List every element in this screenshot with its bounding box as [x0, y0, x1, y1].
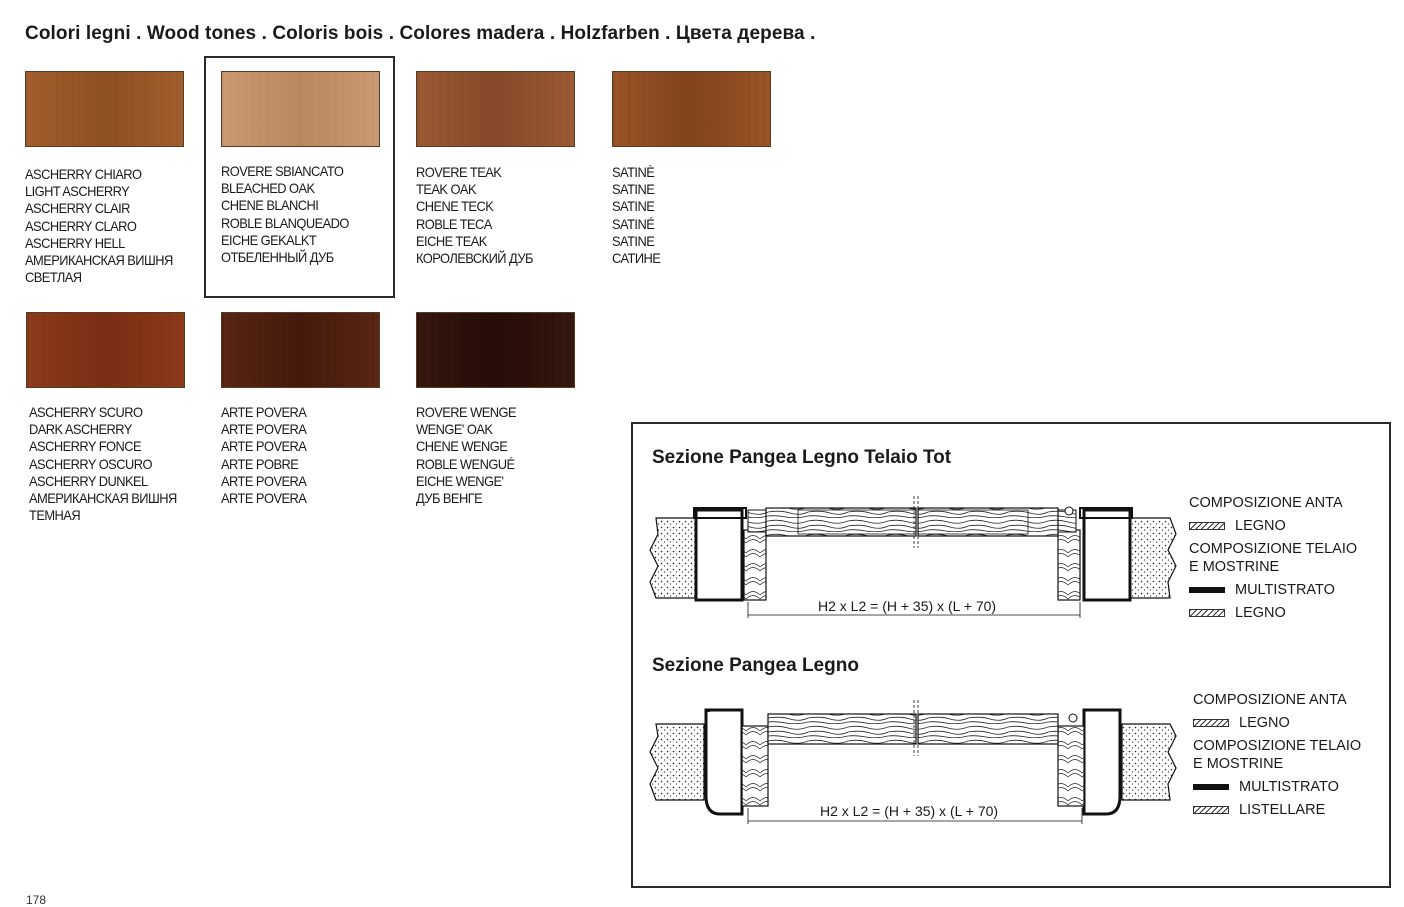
- legend-label: LEGNO: [1235, 605, 1286, 621]
- label-line: SATINE: [612, 181, 655, 198]
- label-line: EICHE TEAK: [416, 232, 487, 249]
- label-line: ARTE POBRE: [221, 455, 299, 472]
- label-line: САТИНЕ: [612, 249, 661, 266]
- label-line: ASCHERRY HELL: [25, 234, 125, 251]
- legend-label: MULTISTRATO: [1239, 779, 1339, 795]
- legend-telaio-item-2: [1193, 801, 1361, 824]
- swatch-satine[interactable]: [612, 71, 771, 147]
- label-line: КОРОЛЕВСКИЙ ДУБ: [416, 249, 533, 266]
- dimension-formula-legno: H2 x L2 = (H + 35) x (L + 70): [820, 803, 999, 819]
- swatch-ascherry-chiaro[interactable]: [25, 71, 184, 147]
- label-line: SATINE: [612, 232, 655, 249]
- label-arte-povera: [221, 404, 306, 507]
- section-title-legno: Sezione Pangea Legno: [652, 655, 859, 676]
- label-rovere-sbiancato: [221, 163, 349, 266]
- legend-anta-item: [1189, 517, 1357, 540]
- legend-anta-item: [1193, 714, 1361, 737]
- label-ascherry-chiaro: [25, 166, 173, 286]
- page-number: 178: [26, 893, 47, 907]
- label-line: ARTE POVERA: [221, 472, 307, 489]
- label-line: TEAK OAK: [416, 181, 477, 198]
- legend-telaio-heading-1: COMPOSIZIONE TELAIO: [1189, 541, 1358, 557]
- label-line: ROVERE TEAK: [416, 164, 502, 180]
- legend-label: LISTELLARE: [1239, 802, 1326, 818]
- hatch-swatch-icon: [1189, 522, 1225, 530]
- label-line: АМЕРИКАНСКАЯ ВИШНЯ: [25, 251, 173, 268]
- label-line: ARTE POVERA: [221, 438, 307, 455]
- label-line: ROBLE WENGUÉ: [416, 455, 515, 472]
- label-line: ASCHERRY FONCE: [29, 438, 142, 455]
- label-line: АМЕРИКАНСКАЯ ВИШНЯ: [29, 489, 177, 506]
- label-line: LIGHT ASCHERRY: [25, 183, 130, 200]
- legend-telaio-heading-2: E MOSTRINE: [1189, 559, 1280, 575]
- swatch-rovere-teak[interactable]: [416, 71, 575, 147]
- legend-telaio-item-1: [1193, 778, 1361, 801]
- label-line: SATINÉ: [612, 215, 655, 232]
- swatch-ascherry-scuro[interactable]: [26, 312, 185, 388]
- legend-label: LEGNO: [1235, 518, 1286, 534]
- label-line: BLEACHED OAK: [221, 180, 315, 197]
- hatch-swatch-icon: [1193, 806, 1229, 814]
- label-line: ROVERE WENGE: [416, 404, 517, 420]
- legend-label: LEGNO: [1239, 715, 1290, 731]
- legend-telaio-tot: [1189, 494, 1357, 627]
- label-line: ДУБ ВЕНГЕ: [416, 489, 483, 506]
- legend-anta-heading: COMPOSIZIONE ANTA: [1193, 692, 1347, 708]
- legend-anta-heading: COMPOSIZIONE ANTA: [1189, 495, 1343, 511]
- label-line: EICHE WENGE': [416, 472, 504, 489]
- label-line: ТЕМНАЯ: [29, 507, 81, 524]
- label-line: ASCHERRY DUNKEL: [29, 472, 148, 489]
- label-line: ROVERE SBIANCATO: [221, 163, 344, 179]
- label-line: SATINÈ: [612, 164, 655, 180]
- solid-swatch-icon: [1189, 587, 1225, 593]
- hatch-swatch-icon: [1189, 609, 1225, 617]
- label-line: CHENE BLANCHI: [221, 197, 319, 214]
- solid-swatch-icon: [1193, 784, 1229, 790]
- swatch-rovere-wenge[interactable]: [416, 312, 575, 388]
- swatch-arte-povera[interactable]: [221, 312, 380, 388]
- label-satine: [612, 164, 660, 267]
- label-line: ASCHERRY OSCURO: [29, 455, 152, 472]
- label-line: DARK ASCHERRY: [29, 421, 132, 438]
- legend-telaio-heading-1: COMPOSIZIONE TELAIO: [1193, 738, 1362, 754]
- legend-telaio-item-2: [1189, 604, 1357, 627]
- legend-legno: [1193, 691, 1361, 824]
- label-rovere-wenge: [416, 404, 516, 507]
- label-line: EICHE GEKALKT: [221, 231, 317, 248]
- hatch-swatch-icon: [1193, 719, 1229, 727]
- legend-label: MULTISTRATO: [1235, 582, 1335, 598]
- label-line: ARTE POVERA: [221, 421, 307, 438]
- label-line: ROBLE TECA: [416, 215, 492, 232]
- label-line: ASCHERRY CLARO: [25, 217, 137, 234]
- label-line: ОТБЕЛЕННЫЙ ДУБ: [221, 248, 334, 265]
- label-line: CHENE TECK: [416, 198, 494, 215]
- label-line: ROBLE BLANQUEADO: [221, 214, 349, 231]
- legend-telaio-heading-2: E MOSTRINE: [1193, 756, 1284, 772]
- label-line: WENGE' OAK: [416, 421, 493, 438]
- label-line: SATINE: [612, 198, 655, 215]
- label-line: СВЕТЛАЯ: [25, 269, 82, 286]
- label-rovere-teak: [416, 164, 533, 267]
- label-line: ARTE POVERA: [221, 404, 307, 420]
- label-line: ASCHERRY SCURO: [29, 404, 143, 420]
- label-line: CHENE WENGE: [416, 438, 508, 455]
- section-title-telaio-tot: Sezione Pangea Legno Telaio Tot: [652, 447, 952, 468]
- label-line: ARTE POVERA: [221, 489, 307, 506]
- label-line: ASCHERRY CHIARO: [25, 166, 142, 182]
- legend-telaio-item-1: [1189, 581, 1357, 604]
- label-line: ASCHERRY CLAIR: [25, 200, 130, 217]
- page-title: Colori legni . Wood tones . Coloris bois . Colores madera . Holzfarben . Цвета дерева .: [25, 23, 816, 44]
- label-ascherry-scuro: [29, 404, 177, 524]
- dimension-formula-telaio-tot: H2 x L2 = (H + 35) x (L + 70): [818, 598, 997, 614]
